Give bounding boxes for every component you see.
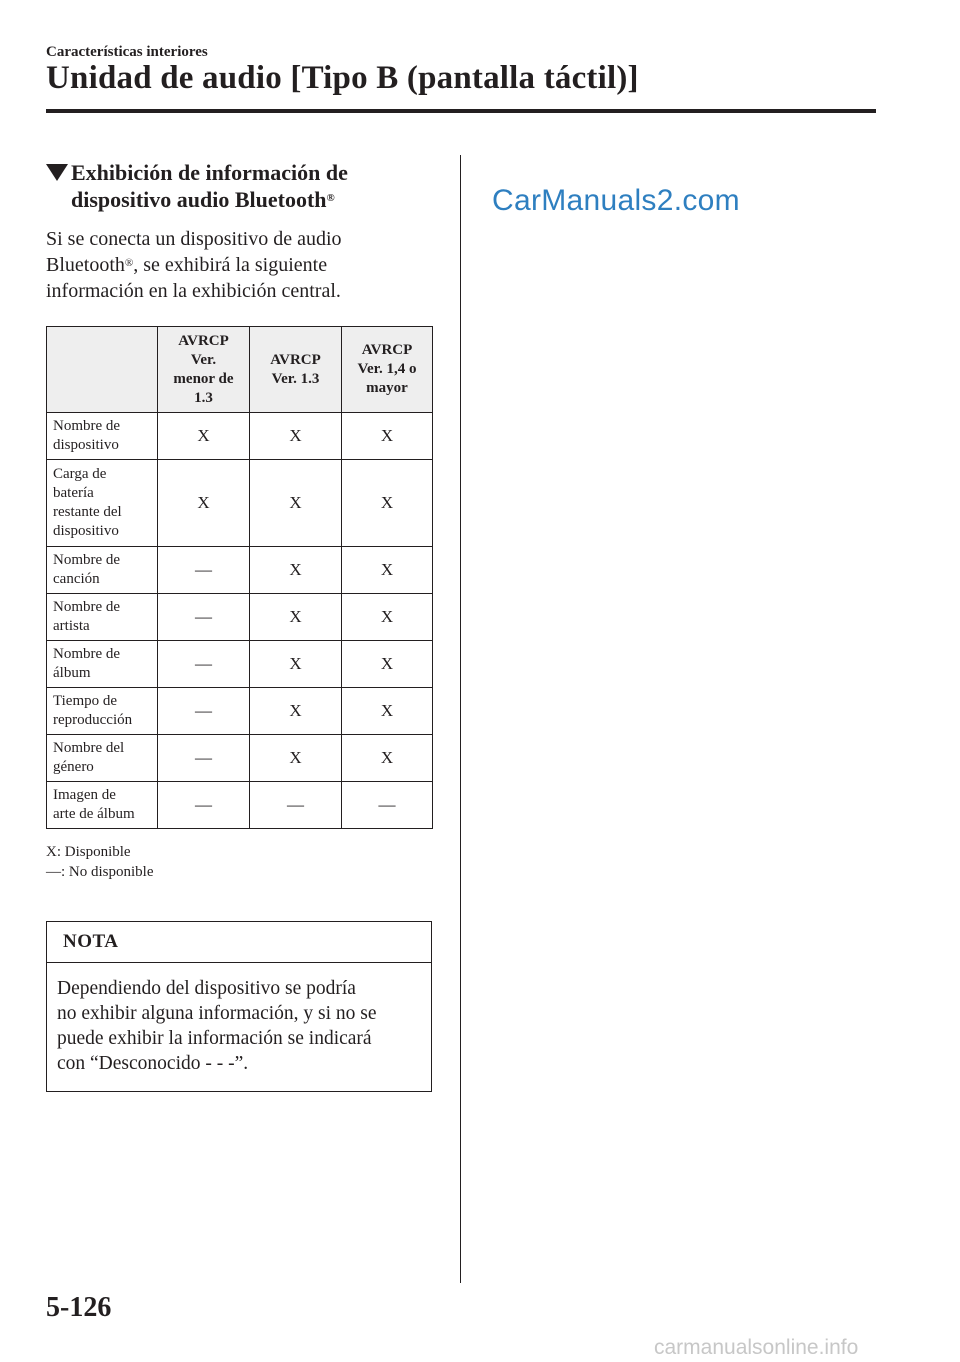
- table-row: [47, 782, 433, 829]
- table-cell: —: [158, 782, 250, 829]
- note-box: [46, 921, 432, 1092]
- table-cell: X: [342, 735, 433, 782]
- table-row: [47, 547, 433, 594]
- table-cell: X: [250, 460, 342, 547]
- note-line: Dependiendo del dispositivo se podría: [57, 978, 356, 999]
- table-cell: X: [250, 594, 342, 641]
- row-label: Imagen de arte de álbum: [47, 782, 158, 829]
- row-label: Nombre del género: [47, 735, 158, 782]
- note-title: NOTA: [63, 931, 119, 952]
- table-cell: —: [158, 547, 250, 594]
- legend-unavailable: —: No disponible: [46, 864, 154, 880]
- row-label: Nombre de artista: [47, 594, 158, 641]
- table-cell: X: [342, 413, 433, 460]
- section-label: Características interiores: [46, 44, 208, 60]
- table-cell: X: [342, 641, 433, 688]
- chapter-title: Unidad de audio [Tipo B (pantalla táctil)]: [46, 60, 639, 96]
- table-cell: X: [250, 547, 342, 594]
- intro-line-1: Si se conecta un dispositivo de audio: [46, 228, 342, 250]
- registered-mark: ®: [326, 192, 335, 204]
- row-label: Tiempo de reproducción: [47, 688, 158, 735]
- table-row: [47, 413, 433, 460]
- row-label: Nombre de álbum: [47, 641, 158, 688]
- bluetooth-info-table: [46, 326, 433, 829]
- legend-available: X: Disponible: [46, 844, 131, 860]
- note-line: no exhibir alguna información, y si no se: [57, 1003, 377, 1024]
- row-label: Carga de batería restante del dispositivo: [47, 460, 158, 547]
- table-cell: X: [250, 413, 342, 460]
- table-cell: —: [250, 782, 342, 829]
- table-row: [47, 688, 433, 735]
- header-rule: [46, 109, 876, 113]
- intro-paragraph: [46, 226, 446, 304]
- row-label: Nombre de canción: [47, 547, 158, 594]
- table-legend: [46, 842, 154, 882]
- table-cell: X: [342, 594, 433, 641]
- table-row: [47, 594, 433, 641]
- watermark-link[interactable]: CarManuals2.com: [492, 184, 740, 217]
- note-line: con “Desconocido - - -”.: [57, 1053, 249, 1074]
- note-body: [57, 976, 427, 1076]
- note-line: puede exhibir la información se indicará: [57, 1028, 372, 1049]
- table-cell: X: [342, 688, 433, 735]
- intro-line-3: información en la exhibición central.: [46, 280, 341, 302]
- table-cell: —: [158, 735, 250, 782]
- table-cell: X: [250, 688, 342, 735]
- table-row: [47, 460, 433, 547]
- header-avrcp-below-1-3: AVRCP Ver. menor de 1.3: [158, 327, 250, 413]
- heading-line-2: dispositivo audio Bluetooth®: [71, 187, 335, 212]
- table-cell: X: [158, 413, 250, 460]
- table-cell: —: [158, 641, 250, 688]
- table-cell: X: [250, 641, 342, 688]
- table-cell: X: [342, 547, 433, 594]
- header-empty-cell: [47, 327, 158, 413]
- table-row: [47, 735, 433, 782]
- table-cell: X: [250, 735, 342, 782]
- triangle-bullet-icon: [46, 164, 68, 181]
- table-header-row: [47, 327, 433, 413]
- intro-line-2: Bluetooth®, se exhibirá la siguiente: [46, 254, 328, 276]
- table-cell: —: [342, 782, 433, 829]
- header-avrcp-1-3: AVRCP Ver. 1.3: [250, 327, 342, 413]
- table-row: [47, 641, 433, 688]
- table-cell: —: [158, 594, 250, 641]
- page-number: 5-126: [46, 1292, 112, 1323]
- table-cell: X: [158, 460, 250, 547]
- footer-watermark: carmanualsonline.info: [654, 1336, 859, 1359]
- table-cell: —: [158, 688, 250, 735]
- heading-line-1: Exhibición de información de: [71, 160, 348, 185]
- table-cell: X: [342, 460, 433, 547]
- header-avrcp-1-4-or-higher: AVRCP Ver. 1,4 o mayor: [342, 327, 433, 413]
- column-divider: [460, 155, 461, 1283]
- note-header: [47, 922, 431, 963]
- row-label: Nombre de dispositivo: [47, 413, 158, 460]
